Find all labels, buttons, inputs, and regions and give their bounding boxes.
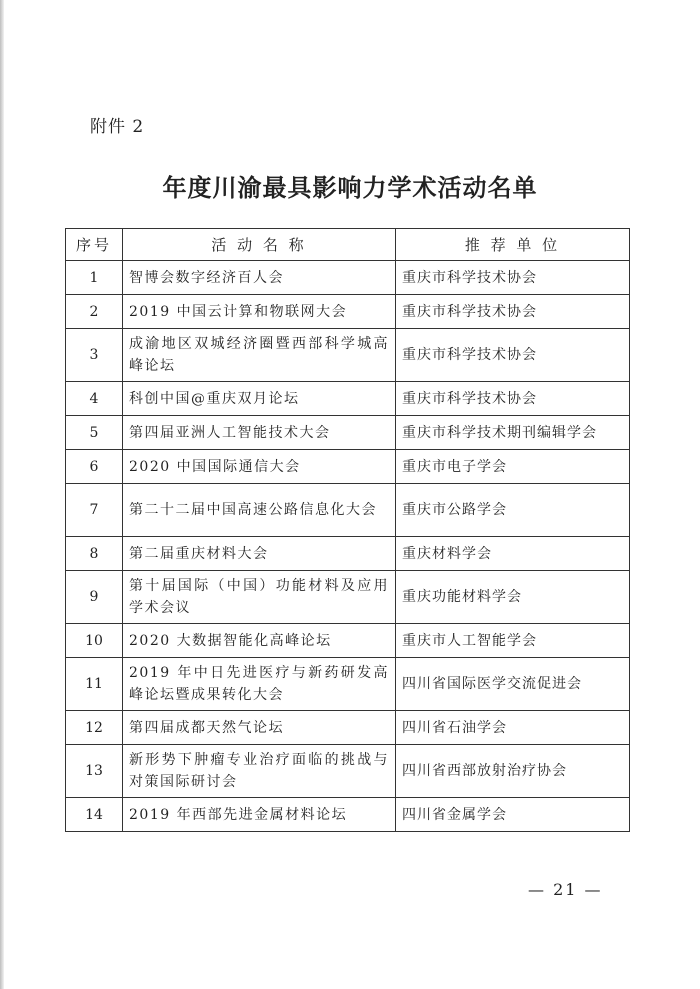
row-recommending-org: 重庆材料学会 (396, 537, 630, 571)
row-serial-number: 3 (66, 329, 123, 382)
table-row (66, 416, 630, 450)
row-serial-number: 9 (66, 571, 123, 624)
page-edge-shadow (0, 0, 4, 989)
table-row (66, 450, 630, 484)
row-recommending-org: 重庆市公路学会 (396, 484, 630, 537)
row-recommending-org: 重庆市科学技术期刊编辑学会 (396, 416, 630, 450)
row-activity-name: 2020 大数据智能化高峰论坛 (123, 624, 396, 658)
attachment-label: 附件 2 (90, 117, 145, 137)
row-activity-name: 2019 年中日先进医疗与新药研发高峰论坛暨成果转化大会 (123, 658, 396, 711)
row-serial-number: 1 (66, 261, 123, 295)
row-recommending-org: 四川省石油学会 (396, 711, 630, 745)
row-serial-number: 4 (66, 382, 123, 416)
row-activity-name: 第十届国际（中国）功能材料及应用学术会议 (123, 571, 396, 624)
row-recommending-org: 重庆市人工智能学会 (396, 624, 630, 658)
row-activity-name: 第四届亚洲人工智能技术大会 (123, 416, 396, 450)
row-recommending-org: 重庆市科学技术协会 (396, 382, 630, 416)
row-recommending-org: 重庆功能材料学会 (396, 571, 630, 624)
header-serial-number: 序号 (66, 229, 123, 261)
row-recommending-org: 重庆市科学技术协会 (396, 329, 630, 382)
row-serial-number: 10 (66, 624, 123, 658)
row-activity-name: 2019 中国云计算和物联网大会 (123, 295, 396, 329)
header-recommending-org: 推 荐 单 位 (396, 229, 630, 261)
activity-list-table (65, 228, 630, 832)
table-row (66, 711, 630, 745)
table-row (66, 798, 630, 832)
row-serial-number: 13 (66, 745, 123, 798)
row-serial-number: 12 (66, 711, 123, 745)
header-activity-name: 活 动 名 称 (123, 229, 396, 261)
row-activity-name: 新形势下肿瘤专业治疗面临的挑战与对策国际研讨会 (123, 745, 396, 798)
table-row (66, 484, 630, 537)
row-recommending-org: 四川省西部放射治疗协会 (396, 745, 630, 798)
table-header-row (66, 229, 630, 261)
row-activity-name: 科创中国@重庆双月论坛 (123, 382, 396, 416)
table-row (66, 624, 630, 658)
row-serial-number: 14 (66, 798, 123, 832)
table-row (66, 537, 630, 571)
row-serial-number: 7 (66, 484, 123, 537)
table-row (66, 658, 630, 711)
table-row (66, 745, 630, 798)
page-number: — 21 — (528, 880, 603, 899)
row-serial-number: 2 (66, 295, 123, 329)
row-activity-name: 第二届重庆材料大会 (123, 537, 396, 571)
row-activity-name: 智博会数字经济百人会 (123, 261, 396, 295)
table-row (66, 261, 630, 295)
row-recommending-org: 重庆市科学技术协会 (396, 261, 630, 295)
row-serial-number: 5 (66, 416, 123, 450)
row-recommending-org: 四川省国际医学交流促进会 (396, 658, 630, 711)
row-recommending-org: 重庆市科学技术协会 (396, 295, 630, 329)
row-serial-number: 11 (66, 658, 123, 711)
table-row (66, 329, 630, 382)
page-title: 年度川渝最具影响力学术活动名单 (162, 173, 538, 202)
row-serial-number: 8 (66, 537, 123, 571)
row-activity-name: 2019 年西部先进金属材料论坛 (123, 798, 396, 832)
row-activity-name: 成渝地区双城经济圈暨西部科学城高峰论坛 (123, 329, 396, 382)
row-recommending-org: 重庆市电子学会 (396, 450, 630, 484)
table-row (66, 382, 630, 416)
row-activity-name: 第四届成都天然气论坛 (123, 711, 396, 745)
table-row (66, 295, 630, 329)
row-activity-name: 第二十二届中国高速公路信息化大会 (123, 484, 396, 537)
table-row (66, 571, 630, 624)
row-recommending-org: 四川省金属学会 (396, 798, 630, 832)
row-activity-name: 2020 中国国际通信大会 (123, 450, 396, 484)
row-serial-number: 6 (66, 450, 123, 484)
